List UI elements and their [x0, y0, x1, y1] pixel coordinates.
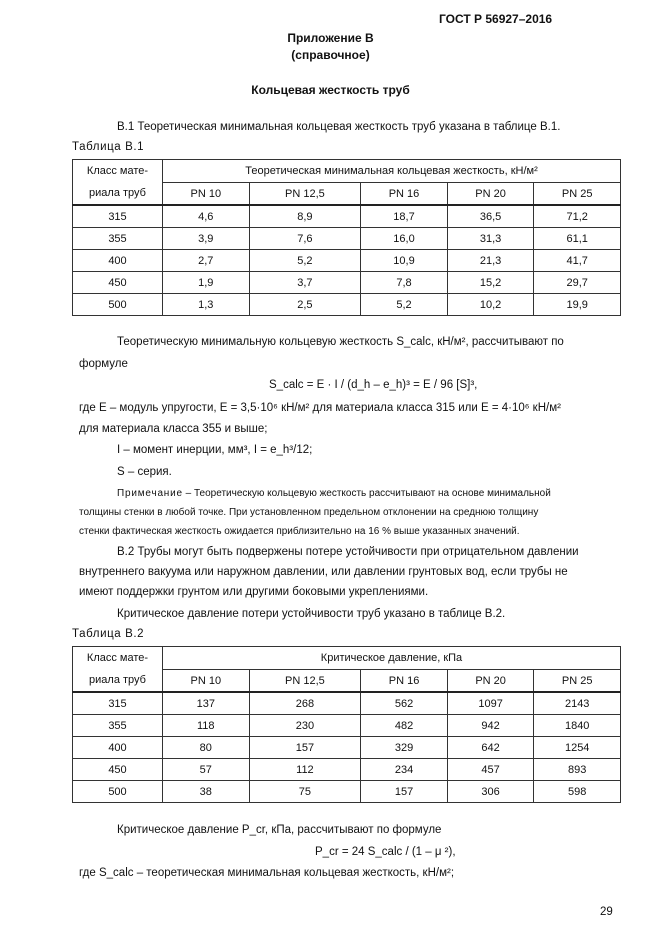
paragraph-scalc-line1: Теоретическую минимальную кольцевую жесткость S_calc, кН/м², рассчитывают по: [117, 336, 564, 348]
paragraph-b2-line1: В.2 Трубы могут быть подвержены потере устойчивости при отрицательном давлении: [117, 546, 579, 558]
where-e-line1: где E – модуль упругости, E = 3,5·10⁶ кН/м² для материала класса 315 или E = 4·10⁶ кН/м²: [79, 402, 561, 414]
cell: 482: [361, 715, 448, 737]
cell: 5,2: [249, 250, 361, 272]
column-header: PN 16: [361, 183, 448, 206]
cell: 329: [361, 737, 448, 759]
column-header: PN 10: [163, 670, 250, 693]
table-row: [73, 715, 621, 737]
paragraph-pcr: Критическое давление P_cr, кПа, рассчитывают по формуле: [117, 824, 442, 836]
cell: 400: [73, 250, 163, 272]
table-row: [73, 692, 621, 715]
column-header: PN 12,5: [249, 183, 361, 206]
cell: 7,8: [361, 272, 448, 294]
where-i: I – момент инерции, мм³, I = e_h³/12;: [117, 444, 313, 456]
paragraph-b2-line3: имеют поддержки грунтом или другими боковыми укреплениями.: [79, 586, 429, 598]
note-line1: [117, 488, 551, 499]
cell: 1254: [534, 737, 621, 759]
col0-header-line2: риала труб: [73, 670, 163, 693]
cell: 1097: [447, 692, 534, 715]
table2-caption: Таблица В.2: [72, 628, 145, 640]
cell: 500: [73, 294, 163, 316]
table-row: [73, 272, 621, 294]
cell: 137: [163, 692, 250, 715]
cell: 80: [163, 737, 250, 759]
column-header: PN 16: [361, 670, 448, 693]
table-row: [73, 294, 621, 316]
cell: 306: [447, 781, 534, 803]
cell: 355: [73, 715, 163, 737]
cell: 598: [534, 781, 621, 803]
cell: 4,6: [163, 205, 250, 228]
paragraph-critical: Критическое давление потери устойчивости труб указано в таблице В.2.: [117, 608, 506, 620]
cell: 400: [73, 737, 163, 759]
cell: 19,9: [534, 294, 621, 316]
cell: 16,0: [361, 228, 448, 250]
cell: 3,7: [249, 272, 361, 294]
table1-caption: Таблица В.1: [72, 141, 145, 153]
group-header: Теоретическая минимальная кольцевая жесткость, кН/м²: [163, 160, 621, 183]
cell: 29,7: [534, 272, 621, 294]
note-label: Примечание: [117, 488, 183, 499]
cell: 500: [73, 781, 163, 803]
cell: 457: [447, 759, 534, 781]
cell: 268: [249, 692, 361, 715]
cell: 157: [249, 737, 361, 759]
cell: 118: [163, 715, 250, 737]
cell: 450: [73, 272, 163, 294]
cell: 2,7: [163, 250, 250, 272]
formula-pcr: P_cr = 24 S_calc / (1 – μ ²),: [315, 846, 456, 858]
section-title: Кольцевая жесткость труб: [251, 83, 410, 97]
table-row: [73, 781, 621, 803]
cell: 36,5: [447, 205, 534, 228]
cell: 61,1: [534, 228, 621, 250]
cell: 112: [249, 759, 361, 781]
cell: 230: [249, 715, 361, 737]
cell: 5,2: [361, 294, 448, 316]
cell: 2,5: [249, 294, 361, 316]
appendix-subtitle: (справочное): [291, 48, 370, 62]
appendix-title: Приложение В: [287, 31, 374, 45]
paragraph-scalc-line2: формуле: [79, 358, 128, 370]
column-header: PN 20: [447, 183, 534, 206]
column-header: PN 20: [447, 670, 534, 693]
group-header: Критическое давление, кПа: [163, 647, 621, 670]
note-line3: стенки фактическая жесткость ожидается приблизительно на 16 % выше указанных значений.: [79, 526, 520, 537]
cell: 315: [73, 692, 163, 715]
note-text: – Теоретическую кольцевую жесткость рассчитывают на основе минимальной: [182, 488, 551, 499]
cell: 355: [73, 228, 163, 250]
cell: 234: [361, 759, 448, 781]
cell: 7,6: [249, 228, 361, 250]
cell: 10,9: [361, 250, 448, 272]
cell: 8,9: [249, 205, 361, 228]
standard-header: ГОСТ Р 56927–2016: [439, 12, 553, 26]
table-row: [73, 250, 621, 272]
cell: 642: [447, 737, 534, 759]
cell: 15,2: [447, 272, 534, 294]
cell: 1,9: [163, 272, 250, 294]
cell: 21,3: [447, 250, 534, 272]
cell: 942: [447, 715, 534, 737]
col0-header-line1: Класс мате-: [73, 160, 163, 183]
where-e-line2: для материала класса 355 и выше;: [79, 423, 268, 435]
table-row: [73, 759, 621, 781]
table-row: [73, 737, 621, 759]
table-b2: [72, 646, 621, 803]
column-header: PN 10: [163, 183, 250, 206]
note-line2: толщины стенки в любой точке. При установленном предельном отклонении на среднюю толщину: [79, 507, 539, 518]
cell: 893: [534, 759, 621, 781]
cell: 18,7: [361, 205, 448, 228]
page-number: 29: [600, 906, 613, 918]
cell: 38: [163, 781, 250, 803]
where-s: S – серия.: [117, 466, 172, 478]
formula-scalc: S_calc = E · I / (d_h – e_h)³ = E / 96 [S]³,: [269, 379, 478, 391]
cell: 71,2: [534, 205, 621, 228]
paragraph-b1: В.1 Теоретическая минимальная кольцевая жесткость труб указана в таблице В.1.: [117, 121, 561, 133]
col0-header-line1: Класс мате-: [73, 647, 163, 670]
column-header: PN 12,5: [249, 670, 361, 693]
column-header: PN 25: [534, 670, 621, 693]
cell: 57: [163, 759, 250, 781]
cell: 562: [361, 692, 448, 715]
cell: 450: [73, 759, 163, 781]
cell: 1840: [534, 715, 621, 737]
cell: 1,3: [163, 294, 250, 316]
cell: 2143: [534, 692, 621, 715]
cell: 10,2: [447, 294, 534, 316]
cell: 41,7: [534, 250, 621, 272]
cell: 75: [249, 781, 361, 803]
column-header: PN 25: [534, 183, 621, 206]
where-scalc: где S_calc – теоретическая минимальная кольцевая жесткость, кН/м²;: [79, 867, 455, 879]
col0-header-line2: риала труб: [73, 183, 163, 206]
table-row: [73, 205, 621, 228]
table-row: [73, 228, 621, 250]
table-b1: [72, 159, 621, 316]
cell: 157: [361, 781, 448, 803]
cell: 315: [73, 205, 163, 228]
cell: 3,9: [163, 228, 250, 250]
cell: 31,3: [447, 228, 534, 250]
paragraph-b2-line2: внутреннего вакуума или наружном давлении, или давлении грунтовых вод, если трубы не: [79, 566, 568, 578]
